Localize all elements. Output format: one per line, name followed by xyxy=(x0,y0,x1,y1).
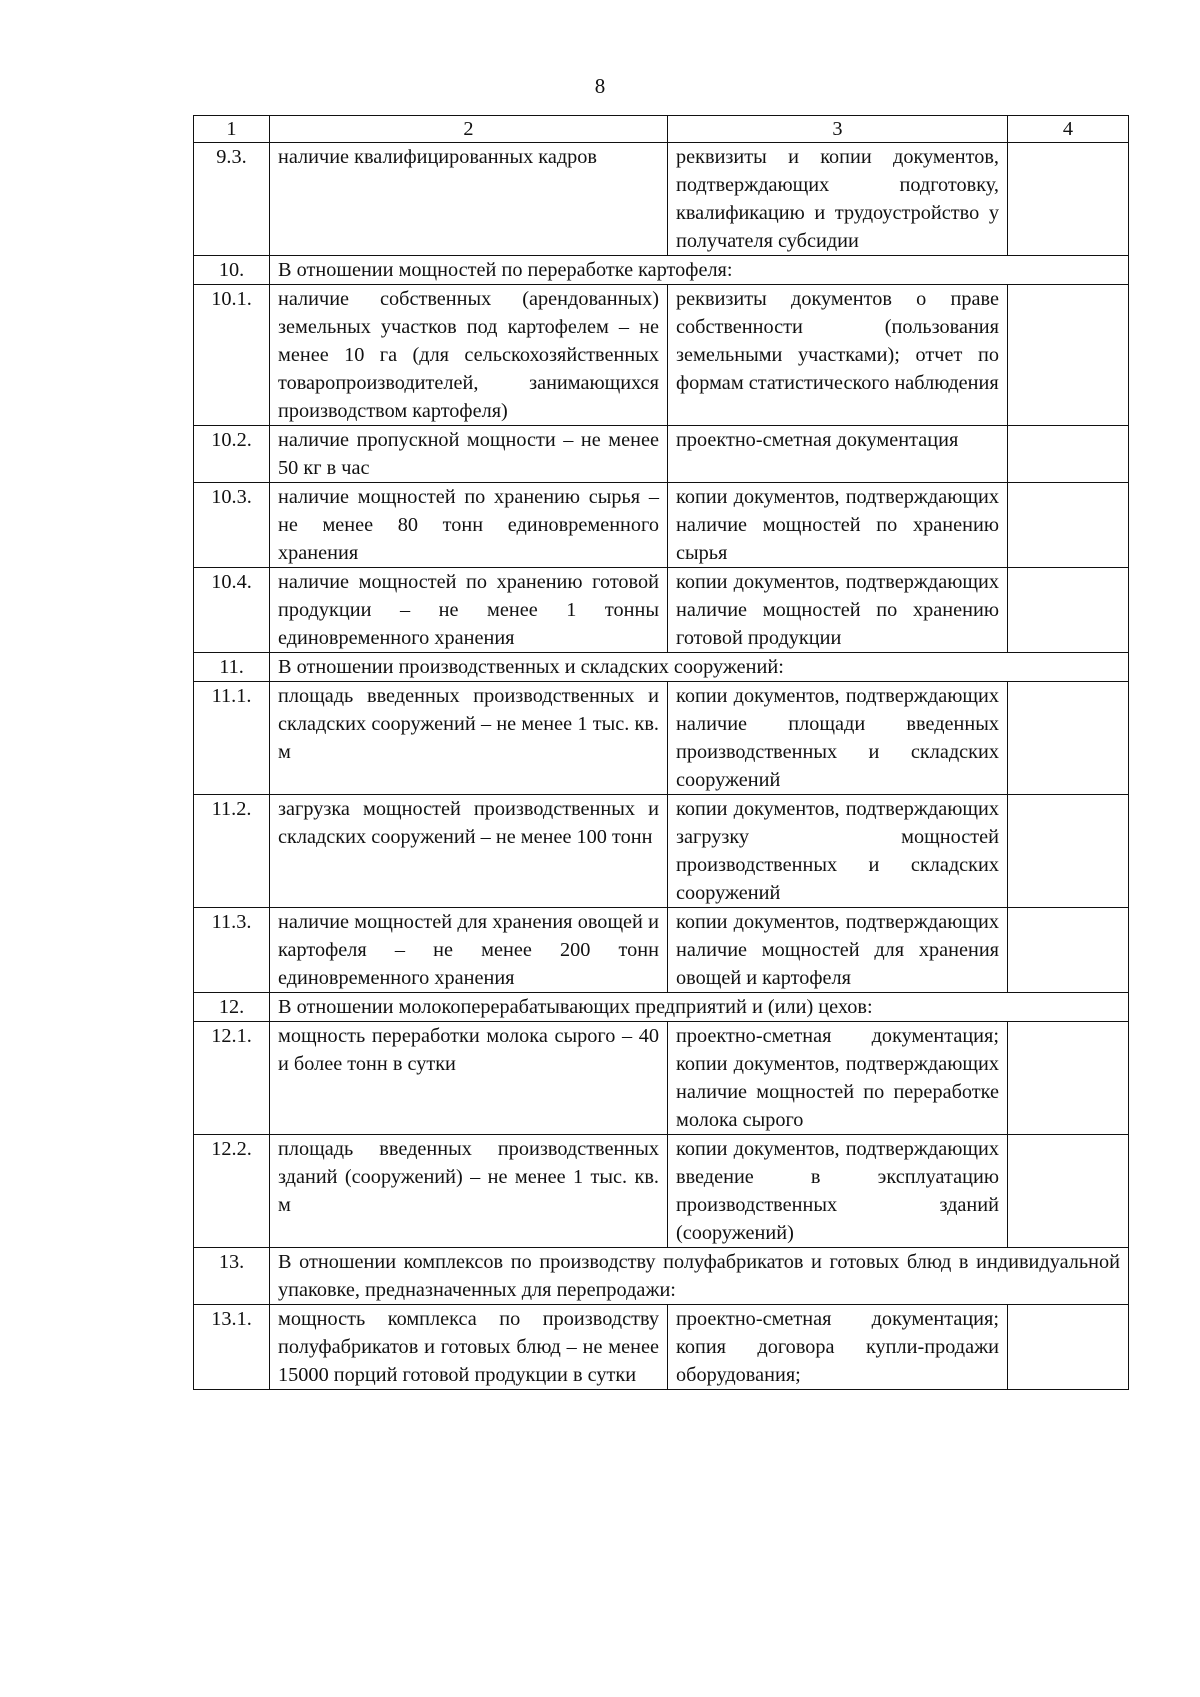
col4-cell xyxy=(1008,1135,1129,1248)
criterion-cell: площадь введенных производственных и складских сооружений – не менее 1 тыс. кв. м xyxy=(270,682,668,795)
header-col-3: 3 xyxy=(668,116,1008,143)
section-heading: В отношении комплексов по производству полуфабрикатов и готовых блюд в индивидуальной упаковке, предназначенных для перепродажи: xyxy=(270,1248,1129,1305)
table-row xyxy=(194,143,1129,256)
table-row xyxy=(194,1135,1129,1248)
documents-cell: реквизиты и копии документов, подтверждающих подготовку, квалификацию и трудоустройство у получателя субсидии xyxy=(668,143,1008,256)
criterion-cell: мощность комплекса по производству полуфабрикатов и готовых блюд – не менее 15000 порций готовой продукции в сутки xyxy=(270,1305,668,1390)
requirements-table xyxy=(193,115,1129,1390)
criterion-cell: наличие мощностей по хранению готовой продукции – не менее 1 тонны единовременного хранения xyxy=(270,568,668,653)
header-col-4: 4 xyxy=(1008,116,1129,143)
criterion-cell: наличие мощностей для хранения овощей и картофеля – не менее 200 тонн единовременного хранения xyxy=(270,908,668,993)
item-number: 10.3. xyxy=(194,483,270,568)
col4-cell xyxy=(1008,795,1129,908)
table-row xyxy=(194,426,1129,483)
item-number: 11.2. xyxy=(194,795,270,908)
section-heading: В отношении производственных и складских сооружений: xyxy=(270,653,1129,682)
item-number: 10.4. xyxy=(194,568,270,653)
documents-cell: копии документов, подтверждающих введение в эксплуатацию производственных зданий (сооружений) xyxy=(668,1135,1008,1248)
item-number: 11.1. xyxy=(194,682,270,795)
section-heading: В отношении молокоперерабатывающих предприятий и (или) цехов: xyxy=(270,993,1129,1022)
section-number: 11. xyxy=(194,653,270,682)
criterion-cell: площадь введенных производственных зданий (сооружений) – не менее 1 тыс. кв. м xyxy=(270,1135,668,1248)
criterion-cell: наличие мощностей по хранению сырья – не менее 80 тонн единовременного хранения xyxy=(270,483,668,568)
section-row xyxy=(194,256,1129,285)
item-number: 12.2. xyxy=(194,1135,270,1248)
item-number: 12.1. xyxy=(194,1022,270,1135)
header-col-1: 1 xyxy=(194,116,270,143)
criterion-cell: загрузка мощностей производственных и складских сооружений – не менее 100 тонн xyxy=(270,795,668,908)
documents-cell: копии документов, подтверждающих наличие мощностей по хранению готовой продукции xyxy=(668,568,1008,653)
section-heading: В отношении мощностей по переработке картофеля: xyxy=(270,256,1129,285)
section-row xyxy=(194,653,1129,682)
documents-cell: проектно-сметная документация; копии документов, подтверждающих наличие мощностей по переработке молока сырого xyxy=(668,1022,1008,1135)
documents-cell: копии документов, подтверждающих наличие мощностей по хранению сырья xyxy=(668,483,1008,568)
documents-cell: реквизиты документов о праве собственности (пользования земельными участками); отчет по формам статистического наблюдения xyxy=(668,285,1008,426)
header-col-2: 2 xyxy=(270,116,668,143)
documents-cell: проектно-сметная документация; копия договора купли-продажи оборудования; xyxy=(668,1305,1008,1390)
section-number: 13. xyxy=(194,1248,270,1305)
col4-cell xyxy=(1008,682,1129,795)
table-row xyxy=(194,483,1129,568)
page-number: 8 xyxy=(594,74,606,98)
col4-cell xyxy=(1008,568,1129,653)
col4-cell xyxy=(1008,143,1129,256)
section-number: 10. xyxy=(194,256,270,285)
section-number: 12. xyxy=(194,993,270,1022)
col4-cell xyxy=(1008,426,1129,483)
col4-cell xyxy=(1008,483,1129,568)
criterion-cell: наличие квалифицированных кадров xyxy=(270,143,668,256)
table-row xyxy=(194,1305,1129,1390)
col4-cell xyxy=(1008,1022,1129,1135)
documents-cell: копии документов, подтверждающих наличие мощностей для хранения овощей и картофеля xyxy=(668,908,1008,993)
table-row xyxy=(194,568,1129,653)
criterion-cell: мощность переработки молока сырого – 40 и более тонн в сутки xyxy=(270,1022,668,1135)
section-row xyxy=(194,993,1129,1022)
documents-cell: копии документов, подтверждающих наличие площади введенных производственных и складских сооружений xyxy=(668,682,1008,795)
item-number: 9.3. xyxy=(194,143,270,256)
col4-cell xyxy=(1008,1305,1129,1390)
item-number: 13.1. xyxy=(194,1305,270,1390)
col4-cell xyxy=(1008,285,1129,426)
item-number: 11.3. xyxy=(194,908,270,993)
table-row xyxy=(194,682,1129,795)
section-row xyxy=(194,1248,1129,1305)
table-header-row xyxy=(194,116,1129,143)
table-body xyxy=(194,116,1129,1390)
item-number: 10.2. xyxy=(194,426,270,483)
table-row xyxy=(194,795,1129,908)
table-row xyxy=(194,1022,1129,1135)
criterion-cell: наличие пропускной мощности – не менее 50 кг в час xyxy=(270,426,668,483)
documents-cell: проектно-сметная документация xyxy=(668,426,1008,483)
table-row xyxy=(194,908,1129,993)
table-row xyxy=(194,285,1129,426)
criterion-cell: наличие собственных (арендованных) земельных участков под картофелем – не менее 10 га (для сельскохозяйственных товаропроизводителей, занимающихся производством картофеля) xyxy=(270,285,668,426)
col4-cell xyxy=(1008,908,1129,993)
documents-cell: копии документов, подтверждающих загрузку мощностей производственных и складских сооружений xyxy=(668,795,1008,908)
item-number: 10.1. xyxy=(194,285,270,426)
